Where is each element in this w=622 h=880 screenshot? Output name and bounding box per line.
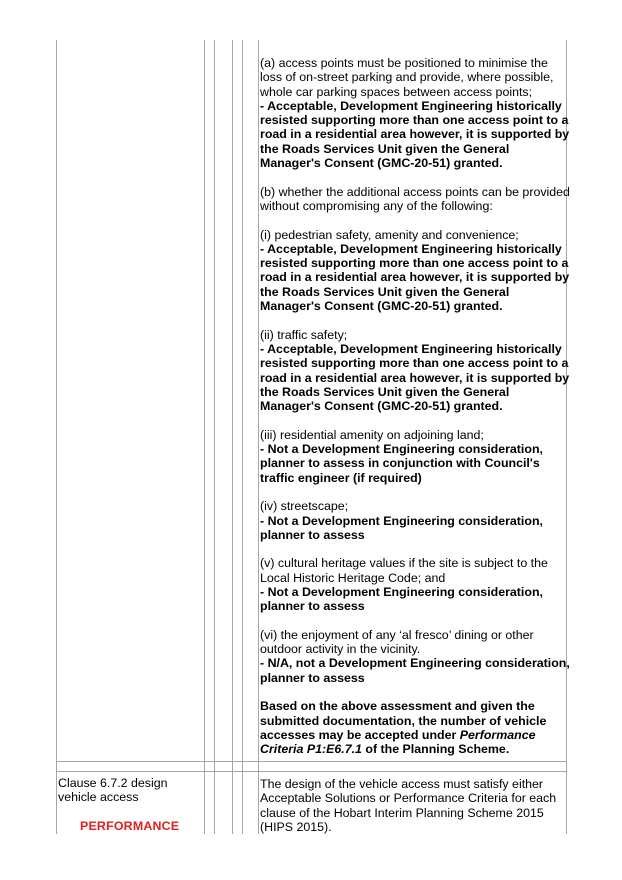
criterion-vi — [260, 628, 572, 685]
clause-label: Clause 6.7.2 design vehicle access — [58, 776, 168, 805]
table-divider-5 — [258, 40, 259, 834]
criterion-b-text: (b) whether the additional access points can be provided without compromising any of the following: — [260, 184, 570, 213]
criterion-iii — [260, 428, 572, 485]
criterion-v-response: - Not a Development Engineering consideration, planner to assess — [260, 584, 543, 614]
criterion-iv — [260, 499, 572, 542]
criterion-a-text: (a) access points must be positioned to minimise the loss of on-street parking and provide, where possible, whole car parking spaces between access points; — [260, 56, 554, 99]
table-divider-3 — [232, 40, 233, 834]
criterion-i-text: (i) pedestrian safety, amenity and convenience; — [260, 227, 519, 242]
criterion-iv-response: - Not a Development Engineering consideration, planner to assess — [260, 513, 543, 542]
table-divider-2 — [214, 40, 215, 834]
conclusion-post: of the Planning Scheme. — [361, 742, 510, 757]
conclusion-pre: Based on the above assessment and given the submitted documentation, the number of vehicle accesses may be accepted under — [260, 699, 547, 742]
conclusion — [260, 699, 572, 756]
criterion-i — [260, 228, 572, 314]
criterion-ii-text: (ii) traffic safety; — [260, 327, 348, 342]
table-divider-1 — [204, 40, 205, 834]
design-requirement-text: The design of the vehicle access must satisfy either Acceptable Solutions or Performance Criteria for each clause of the Hobart Interim Planning Scheme 2015 (HIPS 2015). — [260, 777, 557, 834]
criterion-iii-response: - Not a Development Engineering consideration, planner to assess in conjunction with Council's traffic engineer (if required) — [260, 442, 543, 485]
table-divider-4 — [242, 40, 243, 834]
assessment-cell — [260, 56, 572, 771]
criterion-vi-text: (vi) the enjoyment of any ‘al fresco’ dining or other outdoor activity in the vicinity. — [260, 627, 534, 657]
performance-label: PERFORMANCE — [80, 819, 180, 833]
criterion-iii-text: (iii) residential amenity on adjoining land; — [260, 427, 484, 442]
table-border-left — [56, 40, 57, 834]
conclusion-criteria: Performance Criteria P1:E6.7.1 — [260, 727, 536, 757]
criterion-iv-text: (iv) streetscape; — [260, 499, 349, 514]
criterion-a-response: - Acceptable, Development Engineering historically resisted supporting more than one access point to a road in a residential area however, it is supported by the Roads Services Unit given the General Manager's Consent (GMC-20-51) granted. — [260, 98, 570, 171]
criterion-i-response: - Acceptable, Development Engineering historically resisted supporting more than one access point to a road in a residential area however, it is supported by the Roads Services Unit given the General Manager's Consent (GMC-20-51) granted. — [260, 241, 570, 314]
criterion-vi-response: - N/A, not a Development Engineering consideration, planner to assess — [260, 656, 570, 685]
criterion-v — [260, 556, 572, 613]
criterion-b — [260, 185, 572, 214]
criterion-ii — [260, 328, 572, 414]
criterion-ii-response: - Acceptable, Development Engineering historically resisted supporting more than one access point to a road in a residential area however, it is supported by the Roads Services Unit given the General Manager's Consent (GMC-20-51) granted. — [260, 341, 570, 414]
criterion-v-text: (v) cultural heritage values if the site is subject to the Local Historic Heritage Code; and — [260, 556, 548, 585]
row-separator-lower — [56, 771, 567, 772]
criterion-a — [260, 56, 572, 170]
